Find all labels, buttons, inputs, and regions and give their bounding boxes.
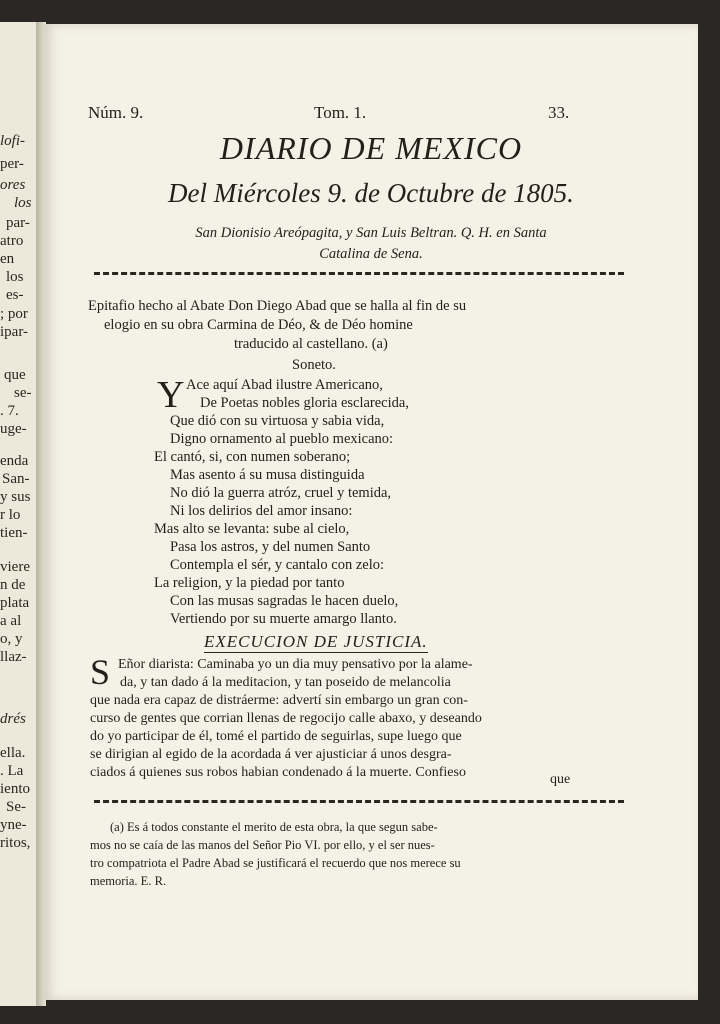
saints-of-day-line-1: San Dionisio Areópagita, y San Luis Beltran. Q. H. en Santa [195, 225, 547, 241]
execution-line: Eñor diarista: Caminaba yo un dia muy pensativo por la alame- [118, 657, 473, 672]
sonnet-line: Ni los delirios del amor insano: [170, 503, 353, 519]
execution-line: ciados á quienes sus robos habian condenado á la muerte. Confieso [90, 765, 466, 780]
sonnet-line: Mas asento á su musa distinguida [170, 467, 365, 483]
issue-number: Núm. 9. [88, 103, 144, 122]
sonnet-line: Vertiendo por su muerte amargo llanto. [170, 611, 397, 627]
execution-line: da, y tan dado á la meditacion, y tan poseido de melancolia [120, 675, 451, 690]
left-fragment: uge- [0, 421, 27, 437]
masthead-rule [94, 272, 624, 275]
left-page-fragment [0, 22, 41, 1006]
left-fragment: r lo [0, 507, 21, 523]
left-fragment: llaz- [0, 649, 27, 665]
sonnet-dropcap: Y [157, 374, 185, 416]
left-fragment: viere [0, 559, 30, 575]
execution-line: que nada era capaz de distráerme: advertí sin embargo un gran con- [90, 693, 468, 708]
left-fragment: ella. [0, 745, 26, 761]
left-fragment: plata [0, 595, 30, 611]
sonnet-line: Pasa los astros, y del numen Santo [170, 539, 371, 555]
left-fragment: en [0, 251, 15, 267]
left-fragment: par- [6, 215, 30, 231]
left-fragment: ritos, [0, 835, 31, 851]
left-fragment: es- [6, 287, 24, 303]
left-fragment: San- [2, 471, 30, 487]
left-fragment: y sus [0, 489, 31, 505]
execution-line: se dirigian al egido de la acordada á ver ajusticiar á unos desgra- [90, 747, 452, 762]
left-fragment: per- [0, 156, 24, 172]
left-fragment: yne- [0, 817, 27, 833]
left-fragment: a al [0, 613, 22, 629]
footnote-line: tro compatriota el Padre Abad se justificará el recuerdo que nos merece su [90, 856, 461, 870]
footnote-line: memoria. E. R. [90, 874, 167, 888]
epitaph-heading-line: elogio en su obra Carmina de Déo, & de Déo homine [104, 317, 413, 333]
left-fragment: ; por [0, 306, 28, 322]
sonnet-line: Digno ornamento al pueblo mexicano: [170, 431, 394, 447]
left-fragment: drés [0, 711, 26, 727]
sonnet-line: Que dió con su virtuosa y sabia vida, [170, 413, 385, 429]
sonnet-line: El cantó, si, con numen soberano; [154, 449, 351, 465]
left-fragment: n de [0, 577, 26, 593]
newspaper-page [44, 24, 698, 1000]
execution-dropcap: S [90, 652, 111, 692]
left-fragment: los [6, 269, 24, 285]
left-fragment: . La [0, 763, 24, 779]
newspaper-title: DIARIO DE MEXICO [219, 130, 523, 166]
left-fragment: o, y [0, 631, 23, 647]
footnote-line: (a) Es á todos constante el merito de esta obra, la que segun sabe- [110, 820, 438, 834]
volume-number: Tom. 1. [314, 103, 367, 122]
left-fragment: Se- [6, 799, 26, 815]
sonnet-line: Mas alto se levanta: sube al cielo, [154, 521, 350, 537]
left-fragment: iento [0, 781, 30, 797]
sonnet-line: Con las musas sagradas le hacen duelo, [170, 593, 399, 609]
epitaph-heading-line: traducido al castellano. (a) [234, 336, 388, 352]
epitaph-heading-line: Epitafio hecho al Abate Don Diego Abad que se halla al fin de su [88, 298, 467, 314]
left-fragment: tien- [0, 525, 28, 541]
sonnet-title: Soneto. [292, 357, 336, 373]
sonnet-line: De Poetas nobles gloria esclarecida, [200, 395, 409, 411]
left-fragment: ores [0, 177, 26, 193]
sonnet-line: No dió la guerra atróz, cruel y temida, [170, 485, 392, 501]
page-number: 33. [548, 103, 570, 122]
left-fragment: . 7. [0, 403, 19, 419]
execution-line: do yo participar de él, tomé el partido de seguirlas, supe luego que [90, 729, 462, 744]
left-fragment: atro [0, 233, 24, 249]
left-fragment: lofi- [0, 133, 25, 149]
left-fragment: que [4, 367, 26, 383]
sonnet-line: La religion, y la piedad por tanto [154, 575, 345, 591]
section-title-underline [204, 652, 428, 653]
execution-section-title: EXECUCION DE JUSTICIA. [204, 632, 428, 651]
execution-line: curso de gentes que corrian llenas de regocijo calle abaxo, y deseando [90, 711, 482, 726]
saints-of-day-line-2: Catalina de Sena. [319, 246, 423, 262]
left-fragment: ipar- [0, 324, 29, 340]
sonnet-line: Contempla el sér, y cantalo con zelo: [170, 557, 385, 573]
issue-date: Del Miércoles 9. de Octubre de 1805. [168, 178, 574, 208]
sonnet-line: Ace aquí Abad ilustre Americano, [186, 377, 383, 393]
catchword: que [550, 772, 571, 787]
left-fragment: los [14, 195, 32, 211]
left-fragment: se- [14, 385, 32, 401]
footnote-rule [94, 800, 624, 803]
footnote-line: mos no se caía de las manos del Señor Pio VI. por ello, y el ser nues- [90, 838, 435, 852]
left-fragment: enda [0, 453, 29, 469]
